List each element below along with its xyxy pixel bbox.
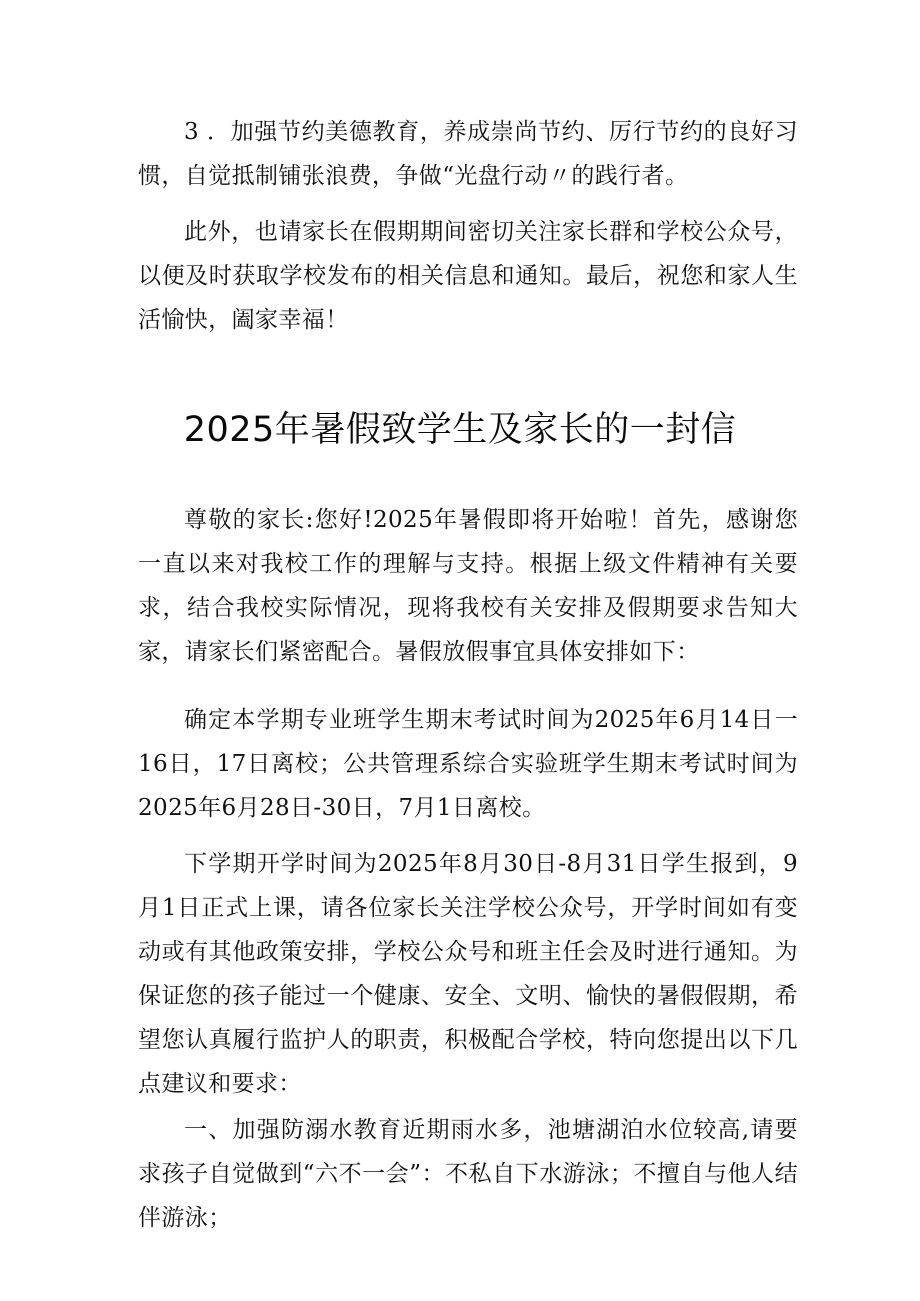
- paragraph-greeting: 尊敬的家长:您好!2025年暑假即将开始啦！首先，感谢您一直以来对我校工作的理解与支持。根据上级文件精神有关要求，结合我校实际情况，现将我校有关安排及假期要求告知大家，请家长们紧密配合。暑假放假事宜具体安排如下：: [138, 507, 798, 665]
- paragraph-semester-start: 下学期开学时间为2025年8月30日-8月31日学生报到，9月1日正式上课，请各位家长关注学校公众号，开学时间如有变动或有其他政策安排，学校公众号和班主任会及时进行通知。为保证您的孩子能过一个健康、安全、文明、愉快的暑假假期，希望您认真履行监护人的职责，积极配合学校，特向您提出以下几点建议和要求：: [138, 851, 798, 1097]
- paragraph-drowning-prevention: 一、加强防溺水教育近期雨水多，池塘湖泊水位较高,请要求孩子自觉做到“六不一会”：不私自下水游泳；不擅自与他人结伴游泳；: [138, 1117, 798, 1231]
- letter-title: 2025年暑假致学生及家长的一封信: [183, 410, 737, 450]
- paragraph-exam-schedule: 确定本学期专业班学生期末考试时间为2025年6月14日一16日，17日离校；公共管理系综合实验班学生期末考试时间为2025年6月28日-30日，7月1日离校。: [138, 707, 798, 821]
- paragraph-parent-notice: 此外，也请家长在假期期间密切关注家长群和学校公众号，以便及时获取学校发布的相关信息和通知。最后，祝您和家人生活愉快，阖家幸福！: [138, 219, 798, 333]
- paragraph-thrift-education: 3 ．加强节约美德教育，养成崇尚节约、厉行节约的良好习惯，自觉抵制铺张浪费，争做“光盘行动〃的践行者。: [138, 119, 798, 189]
